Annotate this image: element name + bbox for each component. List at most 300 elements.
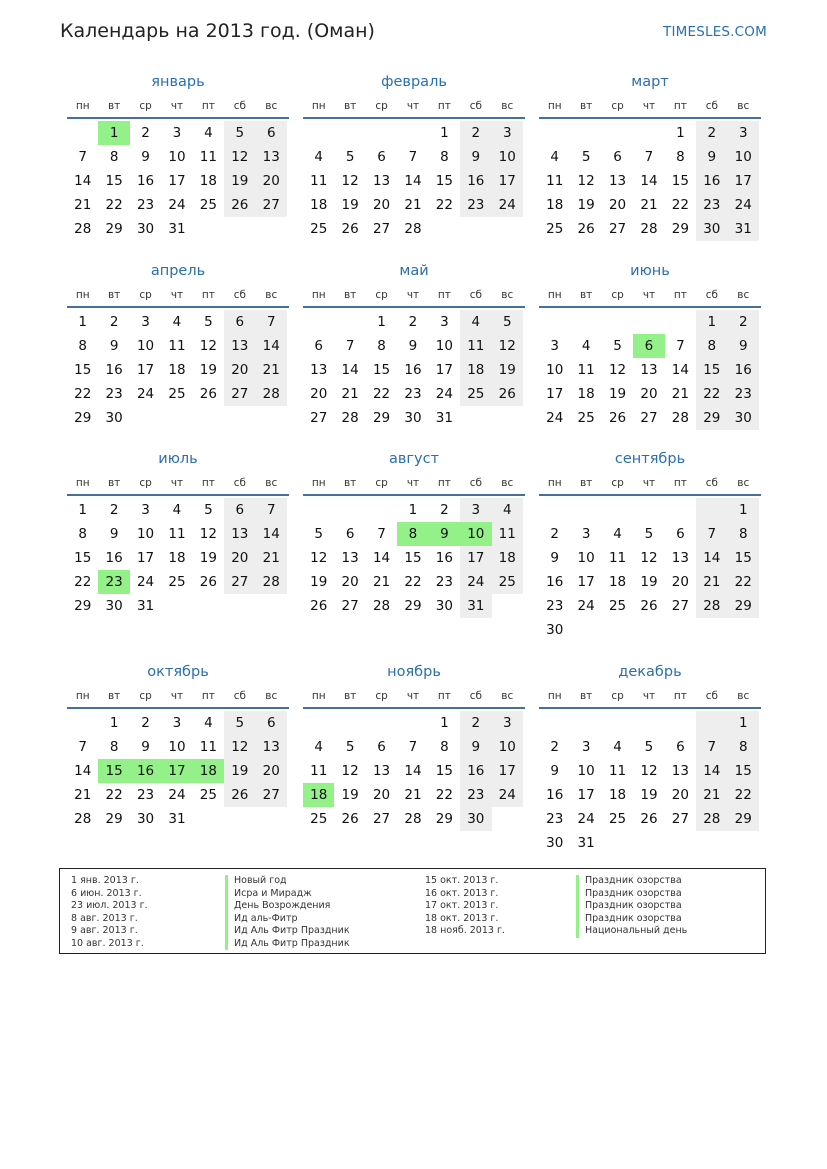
day-cell[interactable]: 12 [341,763,359,779]
day-cell[interactable]: 6 [256,711,287,735]
day-cell[interactable]: 5 [492,310,523,334]
day-cell[interactable]: 30 [404,410,422,426]
day-cell[interactable]: 5 [644,526,654,542]
day-cell[interactable]: 8 [397,522,428,546]
day-cell[interactable]: 23 [546,598,564,614]
day-cell[interactable]: 31 [728,217,759,241]
day-cell[interactable]: 8 [78,338,87,354]
day-cell[interactable]: 24 [168,197,186,213]
day-cell[interactable]: 25 [492,570,523,594]
day-cell[interactable]: 27 [310,410,328,426]
day-cell[interactable]: 21 [256,546,287,570]
day-cell[interactable]: 16 [546,787,564,803]
day-cell[interactable]: 30 [435,598,453,614]
day-cell[interactable]: 26 [577,221,595,237]
day-cell[interactable]: 16 [546,574,564,590]
day-cell[interactable]: 14 [372,550,391,566]
day-cell[interactable]: 14 [696,759,727,783]
day-cell[interactable]: 23 [105,386,123,402]
day-cell[interactable]: 6 [377,149,386,165]
day-cell[interactable]: 9 [550,763,559,779]
day-cell[interactable]: 5 [204,314,213,330]
day-cell[interactable]: 6 [377,739,386,755]
day-cell[interactable]: 9 [728,334,759,358]
day-cell[interactable]: 27 [372,221,391,237]
day-cell[interactable]: 9 [141,149,150,165]
day-cell[interactable]: 20 [256,759,287,783]
day-cell[interactable]: 17 [161,759,192,783]
day-cell[interactable]: 28 [696,807,727,831]
day-cell[interactable]: 14 [671,362,689,378]
day-cell[interactable]: 20 [671,574,689,590]
day-cell[interactable]: 15 [435,763,453,779]
day-cell[interactable]: 22 [372,386,391,402]
day-cell[interactable]: 22 [105,197,123,213]
day-cell[interactable]: 6 [676,526,685,542]
day-cell[interactable]: 1 [78,502,87,518]
day-cell[interactable]: 3 [172,125,182,141]
day-cell[interactable]: 13 [608,173,627,189]
day-cell[interactable]: 30 [546,622,564,638]
day-cell[interactable]: 23 [98,570,129,594]
day-cell[interactable]: 3 [492,711,523,735]
day-cell[interactable]: 31 [136,598,155,614]
day-cell[interactable]: 10 [728,145,759,169]
day-cell[interactable]: 2 [109,502,119,518]
day-cell[interactable]: 15 [728,759,759,783]
day-cell[interactable]: 16 [696,169,727,193]
day-cell[interactable]: 22 [74,574,92,590]
day-cell[interactable]: 22 [404,574,422,590]
day-cell[interactable]: 28 [671,410,689,426]
day-cell[interactable]: 19 [224,759,255,783]
day-cell[interactable]: 19 [310,574,328,590]
day-cell[interactable]: 16 [460,169,491,193]
day-cell[interactable]: 21 [696,570,727,594]
day-cell[interactable]: 11 [608,763,627,779]
day-cell[interactable]: 10 [577,763,595,779]
day-cell[interactable]: 15 [372,362,391,378]
day-cell[interactable]: 21 [372,574,391,590]
day-cell[interactable]: 4 [204,715,213,731]
day-cell[interactable]: 18 [460,358,491,382]
day-cell[interactable]: 21 [404,787,422,803]
day-cell[interactable]: 8 [696,334,727,358]
day-cell[interactable]: 17 [577,787,595,803]
day-cell[interactable]: 7 [676,338,685,354]
day-cell[interactable]: 13 [671,550,689,566]
day-cell[interactable]: 16 [136,173,155,189]
day-cell[interactable]: 15 [98,759,129,783]
day-cell[interactable]: 2 [550,526,559,542]
day-cell[interactable]: 15 [728,546,759,570]
day-cell[interactable]: 12 [492,334,523,358]
day-cell[interactable]: 18 [608,787,627,803]
day-cell[interactable]: 22 [105,787,123,803]
day-cell[interactable]: 31 [168,811,186,827]
day-cell[interactable]: 24 [546,410,564,426]
day-cell[interactable]: 5 [613,338,622,354]
day-cell[interactable]: 3 [728,121,759,145]
day-cell[interactable]: 21 [256,358,287,382]
day-cell[interactable]: 21 [640,197,658,213]
day-cell[interactable]: 13 [224,522,255,546]
day-cell[interactable]: 9 [109,338,119,354]
day-cell[interactable]: 1 [408,502,418,518]
day-cell[interactable]: 29 [404,598,422,614]
day-cell[interactable]: 20 [671,787,689,803]
day-cell[interactable]: 5 [314,526,323,542]
day-cell[interactable]: 13 [310,362,328,378]
day-cell[interactable]: 20 [372,197,391,213]
day-cell[interactable]: 24 [577,811,595,827]
day-cell[interactable]: 26 [608,410,627,426]
day-cell[interactable]: 20 [310,386,328,402]
day-cell[interactable]: 25 [310,811,328,827]
day-cell[interactable]: 11 [310,763,328,779]
day-cell[interactable]: 23 [546,811,564,827]
day-cell[interactable]: 18 [303,783,334,807]
day-cell[interactable]: 12 [577,173,595,189]
day-cell[interactable]: 14 [404,763,422,779]
day-cell[interactable]: 25 [577,410,595,426]
day-cell[interactable]: 28 [256,382,287,406]
day-cell[interactable]: 2 [440,502,449,518]
day-cell[interactable]: 17 [492,759,523,783]
day-cell[interactable]: 23 [696,193,727,217]
day-cell[interactable]: 13 [256,735,287,759]
day-cell[interactable]: 14 [256,522,287,546]
day-cell[interactable]: 2 [460,711,491,735]
day-cell[interactable]: 7 [345,338,355,354]
day-cell[interactable]: 4 [613,526,622,542]
day-cell[interactable]: 28 [341,410,359,426]
day-cell[interactable]: 29 [74,410,92,426]
day-cell[interactable]: 29 [105,811,123,827]
day-cell[interactable]: 4 [492,498,523,522]
day-cell[interactable]: 7 [256,310,287,334]
day-cell[interactable]: 5 [581,149,591,165]
day-cell[interactable]: 3 [581,526,591,542]
day-cell[interactable]: 28 [256,570,287,594]
day-cell[interactable]: 25 [199,787,217,803]
day-cell[interactable]: 26 [341,221,359,237]
day-cell[interactable]: 25 [608,598,627,614]
day-cell[interactable]: 6 [224,310,255,334]
day-cell[interactable]: 24 [577,598,595,614]
day-cell[interactable]: 10 [435,338,453,354]
day-cell[interactable]: 9 [460,145,491,169]
day-cell[interactable]: 28 [696,594,727,618]
day-cell[interactable]: 28 [640,221,658,237]
day-cell[interactable]: 4 [172,314,182,330]
day-cell[interactable]: 3 [440,314,449,330]
day-cell[interactable]: 18 [193,759,224,783]
day-cell[interactable]: 8 [728,735,759,759]
day-cell[interactable]: 17 [546,386,564,402]
day-cell[interactable]: 9 [696,145,727,169]
day-cell[interactable]: 22 [728,570,759,594]
day-cell[interactable]: 10 [168,739,186,755]
day-cell[interactable]: 30 [105,410,123,426]
day-cell[interactable]: 16 [105,362,123,378]
day-cell[interactable]: 28 [74,221,92,237]
day-cell[interactable]: 21 [341,386,359,402]
day-cell[interactable]: 11 [199,149,217,165]
day-cell[interactable]: 16 [460,759,491,783]
day-cell[interactable]: 10 [577,550,595,566]
day-cell[interactable]: 25 [608,811,627,827]
day-cell[interactable]: 13 [341,550,359,566]
day-cell[interactable]: 19 [640,787,658,803]
day-cell[interactable]: 26 [199,574,217,590]
day-cell[interactable]: 11 [577,362,595,378]
day-cell[interactable]: 14 [74,173,92,189]
day-cell[interactable]: 31 [435,410,453,426]
day-cell[interactable]: 30 [136,811,155,827]
day-cell[interactable]: 4 [460,310,491,334]
day-cell[interactable]: 14 [341,362,359,378]
day-cell[interactable]: 8 [109,739,119,755]
day-cell[interactable]: 4 [314,739,323,755]
day-cell[interactable]: 28 [404,221,422,237]
day-cell[interactable]: 26 [640,811,658,827]
day-cell[interactable]: 8 [109,149,119,165]
day-cell[interactable]: 30 [105,598,123,614]
day-cell[interactable]: 21 [696,783,727,807]
day-cell[interactable]: 10 [492,735,523,759]
day-cell[interactable]: 6 [224,498,255,522]
day-cell[interactable]: 3 [141,502,150,518]
day-cell[interactable]: 23 [460,193,491,217]
day-cell[interactable]: 27 [671,598,689,614]
day-cell[interactable]: 23 [136,787,155,803]
day-cell[interactable]: 29 [671,221,689,237]
day-cell[interactable]: 24 [492,193,523,217]
day-cell[interactable]: 20 [224,358,255,382]
day-cell[interactable]: 23 [435,574,453,590]
day-cell[interactable]: 8 [728,522,759,546]
day-cell[interactable]: 25 [460,382,491,406]
day-cell[interactable]: 21 [404,197,422,213]
day-cell[interactable]: 6 [345,526,355,542]
day-cell[interactable]: 26 [224,193,255,217]
day-cell[interactable]: 25 [310,221,328,237]
day-cell[interactable]: 5 [345,149,355,165]
day-cell[interactable]: 20 [640,386,658,402]
day-cell[interactable]: 9 [429,522,460,546]
day-cell[interactable]: 20 [224,546,255,570]
day-cell[interactable]: 1 [696,310,727,334]
day-cell[interactable]: 11 [168,338,186,354]
day-cell[interactable]: 1 [728,498,759,522]
day-cell[interactable]: 3 [492,121,523,145]
day-cell[interactable]: 19 [577,197,595,213]
day-cell[interactable]: 27 [671,811,689,827]
day-cell[interactable]: 4 [204,125,213,141]
day-cell[interactable]: 18 [608,574,627,590]
day-cell[interactable]: 10 [492,145,523,169]
day-cell[interactable]: 12 [640,763,658,779]
day-cell[interactable]: 15 [74,550,92,566]
day-cell[interactable]: 25 [168,574,186,590]
day-cell[interactable]: 6 [613,149,622,165]
day-cell[interactable]: 13 [372,173,391,189]
day-cell[interactable]: 26 [224,783,255,807]
day-cell[interactable]: 15 [404,550,422,566]
day-cell[interactable]: 5 [345,739,355,755]
day-cell[interactable]: 9 [550,550,559,566]
day-cell[interactable]: 4 [314,149,323,165]
day-cell[interactable]: 28 [372,598,391,614]
day-cell[interactable]: 3 [581,739,591,755]
day-cell[interactable]: 30 [546,835,564,851]
day-cell[interactable]: 15 [696,358,727,382]
day-cell[interactable]: 14 [696,546,727,570]
day-cell[interactable]: 27 [372,811,391,827]
day-cell[interactable]: 19 [640,574,658,590]
day-cell[interactable]: 12 [640,550,658,566]
day-cell[interactable]: 12 [224,735,255,759]
day-cell[interactable]: 12 [341,173,359,189]
day-cell[interactable]: 20 [372,787,391,803]
day-cell[interactable]: 17 [136,362,155,378]
day-cell[interactable]: 16 [404,362,422,378]
day-cell[interactable]: 3 [550,338,559,354]
day-cell[interactable]: 1 [109,715,119,731]
day-cell[interactable]: 8 [440,739,449,755]
day-cell[interactable]: 25 [546,221,564,237]
day-cell[interactable]: 11 [460,334,491,358]
day-cell[interactable]: 10 [460,522,491,546]
day-cell[interactable]: 14 [404,173,422,189]
day-cell[interactable]: 24 [435,386,453,402]
day-cell[interactable]: 31 [168,221,186,237]
day-cell[interactable]: 1 [676,125,685,141]
day-cell[interactable]: 24 [136,386,155,402]
day-cell[interactable]: 5 [224,711,255,735]
day-cell[interactable]: 6 [633,334,664,358]
day-cell[interactable]: 31 [460,594,491,618]
day-cell[interactable]: 15 [671,173,689,189]
day-cell[interactable]: 17 [577,574,595,590]
day-cell[interactable]: 6 [676,739,685,755]
day-cell[interactable]: 12 [199,526,217,542]
day-cell[interactable]: 22 [435,197,453,213]
day-cell[interactable]: 1 [440,125,449,141]
day-cell[interactable]: 26 [492,382,523,406]
day-cell[interactable]: 19 [341,197,359,213]
day-cell[interactable]: 4 [581,338,591,354]
day-cell[interactable]: 19 [224,169,255,193]
day-cell[interactable]: 17 [460,546,491,570]
day-cell[interactable]: 31 [577,835,595,851]
day-cell[interactable]: 19 [199,550,217,566]
day-cell[interactable]: 14 [256,334,287,358]
day-cell[interactable]: 24 [168,787,186,803]
day-cell[interactable]: 7 [644,149,654,165]
day-cell[interactable]: 7 [408,739,418,755]
day-cell[interactable]: 27 [640,410,658,426]
day-cell[interactable]: 17 [136,550,155,566]
day-cell[interactable]: 21 [74,197,92,213]
day-cell[interactable]: 11 [492,522,523,546]
day-cell[interactable]: 27 [341,598,359,614]
day-cell[interactable]: 15 [435,173,453,189]
day-cell[interactable]: 9 [109,526,119,542]
day-cell[interactable]: 20 [256,169,287,193]
day-cell[interactable]: 29 [696,406,727,430]
day-cell[interactable]: 24 [136,574,155,590]
day-cell[interactable]: 17 [168,173,186,189]
day-cell[interactable]: 26 [199,386,217,402]
day-cell[interactable]: 22 [728,783,759,807]
day-cell[interactable]: 2 [109,314,119,330]
day-cell[interactable]: 21 [74,787,92,803]
day-cell[interactable]: 5 [224,121,255,145]
day-cell[interactable]: 2 [550,739,559,755]
day-cell[interactable]: 23 [728,382,759,406]
day-cell[interactable]: 29 [372,410,391,426]
day-cell[interactable]: 9 [408,338,418,354]
day-cell[interactable]: 26 [640,598,658,614]
day-cell[interactable]: 23 [136,197,155,213]
day-cell[interactable]: 22 [696,382,727,406]
day-cell[interactable]: 9 [141,739,150,755]
day-cell[interactable]: 13 [671,763,689,779]
day-cell[interactable]: 11 [608,550,627,566]
day-cell[interactable]: 29 [728,594,759,618]
day-cell[interactable]: 1 [440,715,449,731]
day-cell[interactable]: 27 [224,570,255,594]
day-cell[interactable]: 8 [440,149,449,165]
day-cell[interactable]: 1 [98,121,129,145]
day-cell[interactable]: 2 [408,314,418,330]
day-cell[interactable]: 27 [256,783,287,807]
site-link[interactable]: TIMESLES.COM [663,24,767,40]
day-cell[interactable]: 26 [341,811,359,827]
day-cell[interactable]: 7 [696,735,727,759]
day-cell[interactable]: 2 [728,310,759,334]
day-cell[interactable]: 14 [640,173,658,189]
day-cell[interactable]: 21 [671,386,689,402]
day-cell[interactable]: 29 [435,811,453,827]
day-cell[interactable]: 30 [460,807,491,831]
day-cell[interactable]: 8 [78,526,87,542]
day-cell[interactable]: 7 [78,739,87,755]
day-cell[interactable]: 7 [78,149,87,165]
day-cell[interactable]: 16 [728,358,759,382]
day-cell[interactable]: 30 [136,221,155,237]
day-cell[interactable]: 12 [608,362,627,378]
day-cell[interactable]: 7 [256,498,287,522]
day-cell[interactable]: 2 [141,715,150,731]
day-cell[interactable]: 10 [546,362,564,378]
day-cell[interactable]: 18 [168,362,186,378]
day-cell[interactable]: 11 [310,173,328,189]
day-cell[interactable]: 24 [460,570,491,594]
day-cell[interactable]: 5 [204,502,213,518]
day-cell[interactable]: 13 [256,145,287,169]
day-cell[interactable]: 10 [136,526,155,542]
day-cell[interactable]: 7 [408,149,418,165]
day-cell[interactable]: 19 [492,358,523,382]
day-cell[interactable]: 18 [492,546,523,570]
day-cell[interactable]: 4 [613,739,622,755]
day-cell[interactable]: 10 [136,338,155,354]
day-cell[interactable]: 24 [492,783,523,807]
day-cell[interactable]: 19 [199,362,217,378]
